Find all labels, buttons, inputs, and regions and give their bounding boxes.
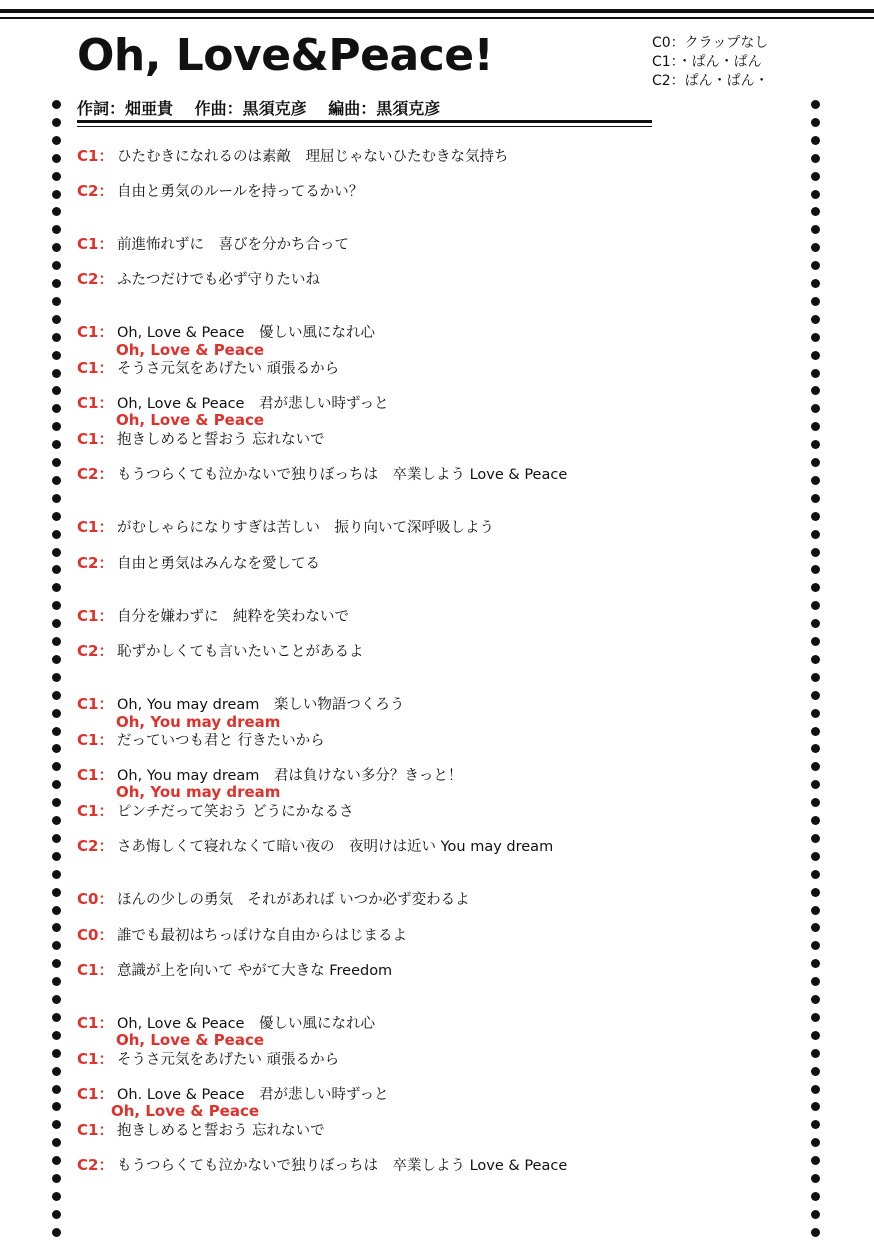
- border-dot: [811, 762, 820, 771]
- lyric-text: もうつらくても泣かないで独りぼっちは 卒業しよう Love & Peace: [117, 467, 568, 483]
- call-tag: C1：: [77, 1014, 114, 1032]
- top-rule-thin: [0, 17, 874, 19]
- call-tag: C1：: [77, 802, 114, 820]
- song-credits: [77, 96, 440, 119]
- border-dot: [52, 530, 61, 539]
- border-dot: [52, 154, 61, 163]
- lyric-text: もうつらくても泣かないで独りぼっちは 卒業しよう Love & Peace: [117, 1158, 568, 1174]
- border-dot: [811, 190, 820, 199]
- border-dot: [52, 637, 61, 646]
- border-dot: [811, 852, 820, 861]
- border-dot: [811, 1210, 820, 1219]
- border-dot: [811, 404, 820, 413]
- border-dot: [811, 1174, 820, 1183]
- border-dot: [52, 118, 61, 127]
- border-dot: [52, 1085, 61, 1094]
- lyric-text: 自分を嫌わずに 純粋を笑わないで: [117, 609, 349, 625]
- song-title: Oh, Love&Peace!: [77, 30, 494, 81]
- lyric-line: [77, 642, 364, 660]
- lyric-text: 抱きしめると誓おう 忘れないで: [117, 1123, 325, 1139]
- border-dot: [52, 458, 61, 467]
- border-dot: [52, 923, 61, 932]
- lyric-line: [77, 554, 320, 572]
- call-tag: C1：: [77, 323, 114, 341]
- lyric-text: ふたつだけでも必ず守りたいね: [117, 272, 320, 288]
- border-dot: [811, 100, 820, 109]
- border-dot: [811, 906, 820, 915]
- border-dot: [811, 1049, 820, 1058]
- border-dot: [52, 870, 61, 879]
- border-dot: [811, 709, 820, 718]
- border-dot: [52, 279, 61, 288]
- border-dot: [52, 243, 61, 252]
- border-dot: [811, 1031, 820, 1040]
- lyric-text: だっていつも君と 行きたいから: [117, 733, 325, 749]
- lyric-text: ひたむきになれるのは素敵 理屈じゃないひたむきな気持ち: [117, 149, 509, 165]
- top-rule-thick: [0, 9, 874, 13]
- lyric-line: [77, 182, 363, 200]
- border-dot: [52, 655, 61, 664]
- lyric-text: ピンチだって笑おう どうにかなるさ: [117, 804, 354, 820]
- border-dot: [811, 351, 820, 360]
- border-dot: [52, 1228, 61, 1237]
- border-dot: [52, 852, 61, 861]
- call-tag: C0：: [77, 890, 114, 908]
- lyric-line: [77, 465, 567, 483]
- border-dot: [52, 225, 61, 234]
- border-dot: [52, 565, 61, 574]
- lyric-text: Oh, Love & Peace 優しい風になれ心: [117, 325, 375, 341]
- border-dot: [52, 136, 61, 145]
- border-dot: [52, 619, 61, 628]
- composer-credit: 作曲：黒須克彦: [194, 99, 307, 118]
- lyric-text: 自由と勇気のルールを持ってるかい？: [117, 184, 364, 200]
- border-dot: [811, 977, 820, 986]
- border-dot: [811, 601, 820, 610]
- border-dot: [52, 1174, 61, 1183]
- legend-c0: C0：クラップなし: [652, 35, 769, 51]
- border-dot: [811, 422, 820, 431]
- lyric-text: 抱きしめると誓おう 忘れないで: [117, 432, 325, 448]
- lyric-text: 意識が上を向いて やがて大きな Freedom: [117, 963, 393, 979]
- call-tag: C1：: [77, 766, 114, 784]
- call-response-line: Oh, Love & Peace: [111, 1102, 260, 1120]
- border-dot: [52, 333, 61, 342]
- lyric-line: [77, 731, 325, 749]
- border-dot: [811, 494, 820, 503]
- lyric-line: [77, 1121, 325, 1139]
- border-dot: [52, 261, 61, 270]
- border-dot: [811, 225, 820, 234]
- border-dot: [52, 691, 61, 700]
- border-dot: [52, 369, 61, 378]
- border-dot: [52, 1031, 61, 1040]
- legend-c1: C1：・ぱん・ぱん: [652, 54, 762, 70]
- border-dot: [52, 172, 61, 181]
- lyric-line: [77, 430, 325, 448]
- credits-rule-thick: [77, 120, 652, 123]
- border-dot: [52, 762, 61, 771]
- right-dot-border: [811, 100, 821, 1232]
- border-dot: [52, 494, 61, 503]
- border-dot: [811, 1013, 820, 1022]
- lyric-line: [77, 607, 349, 625]
- call-tag: C1：: [77, 394, 114, 412]
- call-tag: C1：: [77, 1050, 114, 1068]
- call-legend: [652, 34, 769, 91]
- border-dot: [811, 816, 820, 825]
- call-tag: C1：: [77, 235, 114, 253]
- call-tag: C1：: [77, 695, 114, 713]
- border-dot: [52, 601, 61, 610]
- lyricist-credit: 作詞：畑亜貴: [77, 99, 174, 118]
- lyric-text: ほんの少しの勇気 それがあれば いつか必ず変わるよ: [117, 892, 470, 908]
- border-dot: [52, 906, 61, 915]
- lyric-text: そうさ元気をあげたい 頑張るから: [117, 1052, 340, 1068]
- call-tag: C2：: [77, 270, 114, 288]
- call-tag: C2：: [77, 1156, 114, 1174]
- border-dot: [52, 744, 61, 753]
- border-dot: [811, 207, 820, 216]
- call-tag: C0：: [77, 926, 114, 944]
- lyric-line: [77, 323, 375, 341]
- border-dot: [52, 673, 61, 682]
- border-dot: [811, 369, 820, 378]
- border-dot: [52, 780, 61, 789]
- call-response-line: Oh, You may dream: [116, 783, 281, 801]
- border-dot: [52, 977, 61, 986]
- lyric-text: 自由と勇気はみんなを愛してる: [117, 556, 320, 572]
- border-dot: [811, 565, 820, 574]
- border-dot: [811, 118, 820, 127]
- border-dot: [811, 870, 820, 879]
- border-dot: [52, 1013, 61, 1022]
- border-dot: [52, 315, 61, 324]
- call-tag: C1：: [77, 359, 114, 377]
- border-dot: [811, 744, 820, 753]
- border-dot: [52, 583, 61, 592]
- border-dot: [811, 458, 820, 467]
- border-dot: [811, 154, 820, 163]
- call-tag: C1：: [77, 1121, 114, 1139]
- border-dot: [52, 959, 61, 968]
- call-tag: C1：: [77, 961, 114, 979]
- border-dot: [811, 1120, 820, 1129]
- border-dot: [52, 709, 61, 718]
- lyric-text: さあ悔しくて寝れなくて暗い夜の 夜明けは近い You may dream: [117, 839, 554, 855]
- border-dot: [811, 888, 820, 897]
- lyric-line: [77, 1156, 567, 1174]
- border-dot: [811, 1067, 820, 1076]
- call-tag: C1：: [77, 518, 114, 536]
- lyric-text: Oh, Love & Peace 君が悲しい時ずっと: [117, 396, 389, 412]
- lyric-line: [77, 837, 553, 855]
- call-response-line: Oh, Love & Peace: [116, 1031, 265, 1049]
- lyric-line: [77, 802, 354, 820]
- call-tag: C1：: [77, 430, 114, 448]
- border-dot: [52, 1049, 61, 1058]
- border-dot: [52, 190, 61, 199]
- lyric-text: 恥ずかしくても言いたいことがあるよ: [117, 644, 364, 660]
- border-dot: [811, 279, 820, 288]
- border-dot: [52, 941, 61, 950]
- lyric-line: [77, 1050, 339, 1068]
- border-dot: [52, 476, 61, 485]
- border-dot: [811, 691, 820, 700]
- lyric-line: [77, 961, 392, 979]
- border-dot: [52, 207, 61, 216]
- border-dot: [52, 297, 61, 306]
- border-dot: [811, 834, 820, 843]
- arranger-credit: 編曲：黒須克彦: [328, 99, 441, 118]
- border-dot: [811, 1156, 820, 1165]
- lyric-text: 誰でも最初はちっぽけな自由からはじまるよ: [117, 928, 407, 944]
- lyric-line: [77, 359, 339, 377]
- border-dot: [52, 1067, 61, 1076]
- border-dot: [811, 1085, 820, 1094]
- call-tag: C2：: [77, 465, 114, 483]
- border-dot: [811, 780, 820, 789]
- border-dot: [52, 440, 61, 449]
- border-dot: [811, 243, 820, 252]
- call-tag: C1：: [77, 731, 114, 749]
- border-dot: [811, 315, 820, 324]
- call-tag: C2：: [77, 182, 114, 200]
- border-dot: [811, 655, 820, 664]
- border-dot: [811, 941, 820, 950]
- lyric-text: がむしゃらになりすぎは苦しい 振り向いて深呼吸しよう: [117, 520, 494, 536]
- call-tag: C1：: [77, 1085, 114, 1103]
- border-dot: [52, 834, 61, 843]
- border-dot: [811, 1192, 820, 1201]
- border-dot: [811, 959, 820, 968]
- lyric-text: Oh, You may dream 楽しい物語つくろう: [117, 697, 405, 713]
- lyric-line: [77, 235, 349, 253]
- left-dot-border: [52, 100, 62, 1232]
- legend-c2: C2：ぱん・ぱん・: [652, 73, 769, 89]
- lyric-text: Oh. Love & Peace 君が悲しい時ずっと: [117, 1087, 389, 1103]
- border-dot: [811, 476, 820, 485]
- border-dot: [52, 1102, 61, 1111]
- border-dot: [811, 172, 820, 181]
- call-response-line: Oh, Love & Peace: [116, 411, 265, 429]
- border-dot: [52, 995, 61, 1004]
- lyric-text: 前進怖れずに 喜びを分かち合って: [117, 237, 349, 253]
- border-dot: [811, 548, 820, 557]
- lyric-line: [77, 518, 494, 536]
- border-dot: [52, 798, 61, 807]
- border-dot: [52, 548, 61, 557]
- border-dot: [811, 512, 820, 521]
- credits-rule-thin: [77, 126, 652, 127]
- border-dot: [52, 888, 61, 897]
- border-dot: [811, 637, 820, 646]
- border-dot: [52, 351, 61, 360]
- lyric-line: [77, 147, 509, 165]
- border-dot: [811, 727, 820, 736]
- border-dot: [811, 261, 820, 270]
- lyric-text: そうさ元気をあげたい 頑張るから: [117, 361, 340, 377]
- lyric-text: Oh, Love & Peace 優しい風になれ心: [117, 1016, 375, 1032]
- call-tag: C2：: [77, 642, 114, 660]
- border-dot: [811, 333, 820, 342]
- border-dot: [811, 923, 820, 932]
- border-dot: [811, 297, 820, 306]
- lyric-line: [77, 394, 389, 412]
- border-dot: [52, 1210, 61, 1219]
- border-dot: [52, 1120, 61, 1129]
- call-response-line: Oh, You may dream: [116, 713, 281, 731]
- border-dot: [52, 100, 61, 109]
- border-dot: [811, 136, 820, 145]
- border-dot: [811, 619, 820, 628]
- border-dot: [811, 995, 820, 1004]
- lyric-line: [77, 695, 404, 713]
- border-dot: [811, 583, 820, 592]
- border-dot: [811, 1228, 820, 1237]
- call-response-line: Oh, Love & Peace: [116, 341, 265, 359]
- call-tag: C1：: [77, 607, 114, 625]
- border-dot: [811, 1138, 820, 1147]
- call-tag: C1：: [77, 147, 114, 165]
- border-dot: [52, 727, 61, 736]
- border-dot: [52, 816, 61, 825]
- border-dot: [811, 530, 820, 539]
- border-dot: [811, 673, 820, 682]
- border-dot: [52, 404, 61, 413]
- lyric-line: [77, 890, 470, 908]
- border-dot: [52, 1192, 61, 1201]
- border-dot: [52, 1156, 61, 1165]
- border-dot: [811, 1102, 820, 1111]
- border-dot: [52, 1138, 61, 1147]
- lyric-line: [77, 926, 407, 944]
- lyric-line: [77, 1014, 375, 1032]
- call-tag: C2：: [77, 554, 114, 572]
- lyric-line: [77, 270, 320, 288]
- border-dot: [811, 798, 820, 807]
- border-dot: [52, 386, 61, 395]
- border-dot: [811, 386, 820, 395]
- border-dot: [52, 512, 61, 521]
- lyric-text: Oh, You may dream 君は負けない多分？きっと！: [117, 768, 463, 784]
- call-tag: C2：: [77, 837, 114, 855]
- lyric-line: [77, 766, 462, 784]
- border-dot: [52, 422, 61, 431]
- lyric-line: [77, 1085, 389, 1103]
- border-dot: [811, 440, 820, 449]
